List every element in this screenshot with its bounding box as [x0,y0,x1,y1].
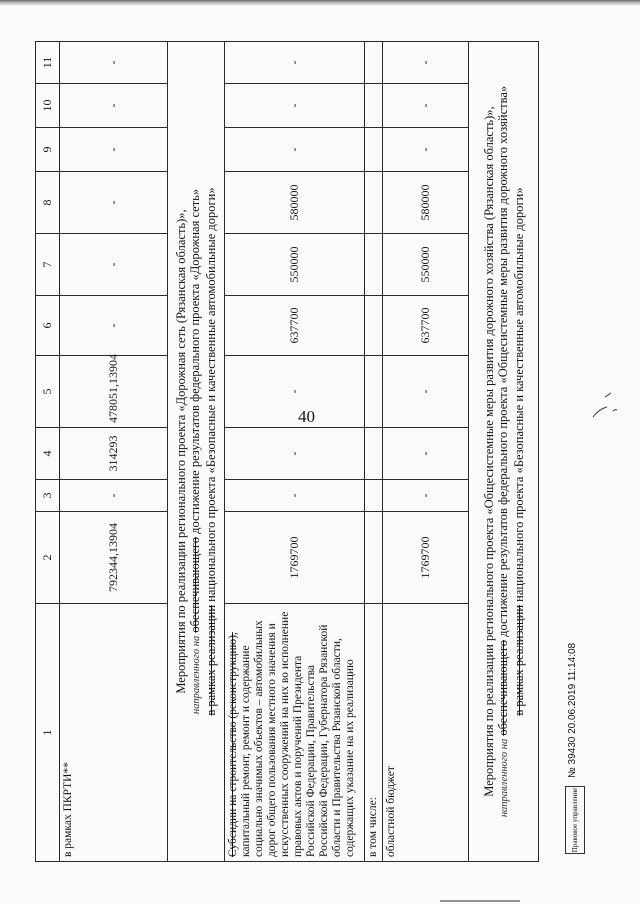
column-number: 11 [36,42,60,84]
pen-mark [585,385,625,435]
section-row [469,42,539,862]
table-cell: - [383,128,469,172]
table-row [60,42,168,862]
row-label: областной бюджет [383,604,469,862]
budget-table [35,41,539,862]
page-footer [557,42,597,862]
section-text: достижение результатов федерального проекта «Дорожная сеть» [188,188,202,534]
column-number: 1 [36,604,60,862]
column-number: 7 [36,234,60,296]
table-cell [365,42,383,84]
struck-text: обеспечивающего [495,640,510,736]
table-cell: - [383,428,469,480]
table-cell [365,356,383,428]
table-cell: - [60,480,168,512]
table-cell: 478051,13904 [60,356,168,428]
registration-stamp: № 39430 20.06.2019 11:14:08 [567,642,578,778]
column-number: 9 [36,128,60,172]
table-row [383,42,469,862]
column-number: 10 [36,84,60,128]
column-number: 3 [36,480,60,512]
section-text: национального проекта «Безопасные и качественные автомобильные дороги» [511,187,526,602]
table-cell [365,296,383,356]
table-cell [365,172,383,234]
column-number: 4 [36,428,60,480]
table-cell: - [225,42,365,84]
stamp: Правовое управление [565,786,585,854]
table-cell: - [60,296,168,356]
table-cell: 314293 [60,428,168,480]
table-cell [365,84,383,128]
table-row [365,42,383,862]
struck-text: в рамках реализации [204,604,218,716]
table-cell: - [225,428,365,480]
struck-text: в рамках реализации [511,604,526,716]
table-cell: - [60,172,168,234]
section-heading [168,42,225,862]
column-number: 6 [36,296,60,356]
rotated-page-content [35,42,605,862]
table-cell: 792344,13904 [60,512,168,604]
row-label: в рамках ПКРТИ** [60,604,168,862]
section-text: достижение результатов федерального проекта «Общесистемные меры развития дорожного хозяйства» [495,85,510,637]
handwritten-correction: направленного на [498,738,510,818]
section-row [168,42,225,862]
table-cell: - [383,84,469,128]
table-cell: - [383,356,469,428]
table-cell: - [383,480,469,512]
column-number: 5 [36,356,60,428]
row-label-text: капитальный ремонт, ремонт и содержание социально значимых объектов – автомобильных дорог общего пользования местного значения и искусственных сооружений на них во исполнение правовых актов и поручений Президента Российской Федерации, Правительства Российской Федерации, Губернатора Рязанской области и Правительства Рязанской области, содержащих указание на их реализацию [240,611,356,857]
table-cell: 580000 [225,172,365,234]
table-cell: - [225,128,365,172]
table-cell: - [225,356,365,428]
table-cell: - [225,480,365,512]
table-header-row [36,42,60,862]
table-cell: - [60,128,168,172]
struck-text: Субсидии на строительство (реконструкцию), [227,632,239,857]
struck-text: обеспечивающего [188,537,202,633]
table-cell: 550000 [383,234,469,296]
table-cell [365,234,383,296]
row-label: в том числе: [365,604,383,862]
table-cell [365,480,383,512]
column-number: 8 [36,172,60,234]
table-cell: - [383,42,469,84]
scan-bottom-edge [0,893,640,905]
table-cell: 580000 [383,172,469,234]
section-line [496,48,512,855]
table-cell: 1769700 [383,512,469,604]
table-cell: 550000 [225,234,365,296]
table-cell [365,428,383,480]
section-line [204,48,218,855]
section-text: национального проекта «Безопасные и качественные автомобильные дороги» [204,187,218,602]
table-row [225,42,365,862]
table-cell: 637700 [225,296,365,356]
section-line [188,48,204,855]
handwritten-correction: направленного на [191,635,202,715]
table-cell: 637700 [383,296,469,356]
table-cell: - [225,84,365,128]
section-line: Мероприятия по реализации регионального проекта «Дорожная сеть (Рязанская область)», [174,209,188,694]
section-line: Мероприятия по реализации регионального проекта «Общесистемные меры развития дорожного хозяйства (Рязанская область)», [481,106,496,797]
table-cell: - [60,234,168,296]
section-heading [469,42,539,862]
column-number: 2 [36,512,60,604]
page-number: 40 [298,407,315,426]
scan-top-edge [0,0,640,6]
section-line [512,48,526,855]
row-label [225,604,365,862]
table-cell [365,512,383,604]
table-cell [365,128,383,172]
table-cell: - [60,42,168,84]
table-cell: - [60,84,168,128]
table-cell: 1769700 [225,512,365,604]
